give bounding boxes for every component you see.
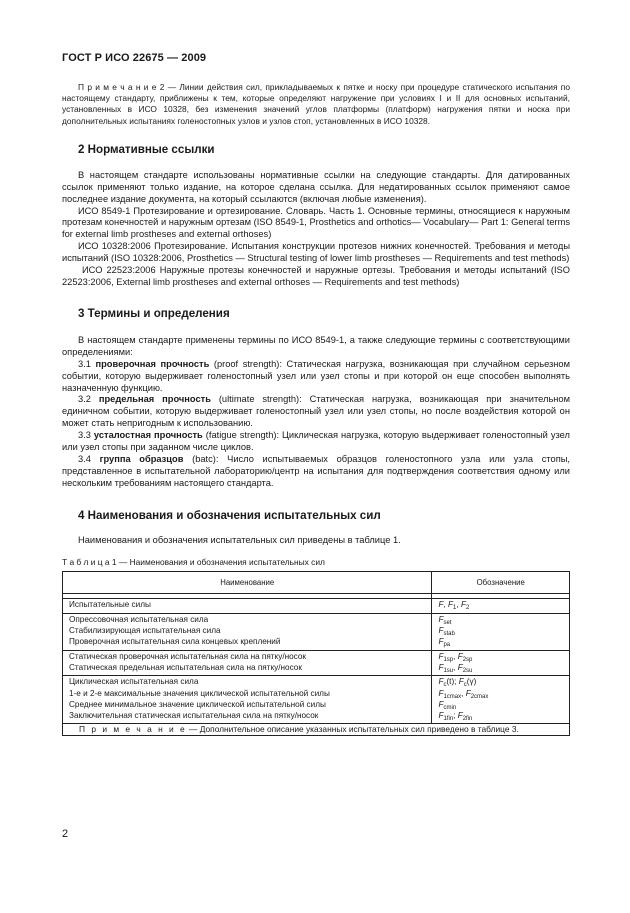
term-name: группа образцов bbox=[99, 453, 184, 464]
note-2-label: П р и м е ч а н и е 2 bbox=[78, 82, 165, 92]
term-number: 3.2 bbox=[78, 394, 99, 405]
table-row-group bbox=[63, 676, 570, 724]
symbol-letter: F bbox=[438, 677, 444, 687]
symbol-subscript: 2sp bbox=[462, 656, 473, 663]
term-3-1 bbox=[62, 359, 570, 395]
symbol-letter: F bbox=[465, 688, 471, 698]
symbol-suffix: , bbox=[461, 688, 466, 698]
symbol-letter: F bbox=[458, 677, 464, 687]
symbol-subscript: set bbox=[443, 619, 452, 626]
page-number: 2 bbox=[62, 828, 69, 840]
force-symbol bbox=[438, 626, 563, 637]
force-name: Проверочная испытательная сила концевых креплений bbox=[69, 637, 281, 647]
symbol-suffix: ; bbox=[453, 711, 458, 721]
section-2-reference: ИСО 10328:2006 Протезирование. Испытания конструкции протезов нижних конечностей. Требования и методы испытаний (ISO 10328:2006, Prosthetics — Structural testing of lower limb prostheses — Requirements and test methods) bbox=[62, 241, 570, 264]
term-definition: (proof strength): Статическая нагрузка, возникающая при случайном серьезном событии, которую выдерживает голеностопный узел или узел стопы и при которой он еще способен выполнять назначенную функцию. bbox=[62, 358, 570, 393]
symbol-subscript: 1cmax bbox=[443, 693, 462, 700]
force-symbol bbox=[438, 615, 563, 626]
symbol-suffix: , bbox=[456, 600, 461, 610]
symbol-letter: F bbox=[438, 600, 444, 610]
symbol-suffix: , bbox=[453, 651, 458, 661]
force-name: 1-е и 2-е максимальные значения циклической испытательной силы bbox=[69, 688, 330, 698]
symbol-suffix: , bbox=[453, 662, 458, 672]
section-2-para: В настоящем стандарте использованы нормативные ссылки на следующие стандарты. Для датированных ссылок применяют только издание, на которое сделана ссылка. Для недатированных ссылок применяют самое последнее издание документа, на который ссылаются (включая любые изменения). bbox=[62, 169, 570, 204]
symbol-subscript: 1 bbox=[453, 605, 457, 612]
symbol-subscript: c bbox=[463, 682, 467, 689]
force-symbol bbox=[438, 652, 563, 663]
symbol-letter: F bbox=[438, 651, 444, 661]
symbol-subscript: 2 bbox=[465, 605, 470, 612]
term-name: предельная прочность bbox=[98, 394, 211, 405]
symbol-letter: F bbox=[457, 662, 463, 672]
symbol-subscript: c bbox=[443, 682, 447, 689]
symbol-subscript: 1fin bbox=[443, 716, 454, 723]
force-name: Стабилизирующая испытательная сила bbox=[69, 626, 221, 636]
note-2-text: — Линии действия сил, прикладываемых к пятке и носку при процедуре статического испытания по настоящему стандарту, приближены к тем, которые определяют нагружение при условиях I и II для основных испытаний, установленных в ИСО 10328, без изменения значений углов платформы (платформ) нагружения пятки и носка при дополнительных испытаниях голеностопных узлов и узлов стоп, установленных в ИСО 10328. bbox=[62, 82, 570, 126]
table-note-label: П р и м е ч а н и е bbox=[79, 724, 187, 735]
force-name: Среднее минимальное значение циклической испытательной силы bbox=[69, 699, 326, 709]
symbol-suffix: (t); bbox=[446, 677, 459, 687]
force-name-cell bbox=[63, 613, 432, 650]
force-symbol bbox=[438, 689, 563, 700]
symbol-suffix: (γ) bbox=[466, 677, 477, 687]
force-symbol-cell bbox=[432, 676, 570, 724]
term-3-4 bbox=[62, 454, 570, 490]
force-name: Опрессовочная испытательная сила bbox=[69, 614, 209, 624]
term-number: 3.3 bbox=[78, 430, 94, 441]
force-name-cell bbox=[63, 676, 432, 724]
symbol-subscript: 2cmax bbox=[470, 693, 489, 700]
symbol-subscript: 1su bbox=[443, 667, 454, 674]
table-row-group bbox=[63, 650, 570, 676]
force-name: Циклическая испытательная сила bbox=[69, 677, 199, 687]
force-name: Статическая предельная испытательная сила на пятку/носок bbox=[69, 662, 302, 672]
symbol-subscript: 2fin bbox=[462, 716, 473, 723]
force-name-cell bbox=[63, 599, 432, 613]
term-number: 3.4 bbox=[78, 453, 100, 464]
term-number: 3.1 bbox=[78, 358, 96, 369]
symbol-subscript: 2su bbox=[462, 667, 473, 674]
force-name-cell bbox=[63, 650, 432, 676]
symbol-subscript: pa bbox=[443, 642, 451, 649]
section-2-title: 2 Нормативные ссылки bbox=[78, 142, 215, 156]
force-symbol-cell bbox=[432, 599, 570, 613]
symbol-letter: F bbox=[438, 662, 444, 672]
table-note bbox=[63, 724, 570, 735]
table-note-text: — Дополнительное описание указанных испытательных сил приведено в таблице 3. bbox=[186, 724, 519, 735]
symbol-subscript: stab bbox=[443, 631, 455, 638]
section-2-reference: ИСО 8549-1 Протезирование и ортезирование. Словарь. Часть 1. Основные термины, относящиеся к наружным протезам конечностей и наружным ортезам (ISO 8549-1, Prosthetics and orthotics— Vocabulary— Part 1: General terms for external limb prostheses and external orthoses) bbox=[62, 205, 570, 240]
force-symbol-cell bbox=[432, 613, 570, 650]
symbol-letter: F bbox=[448, 600, 454, 610]
table-row-group bbox=[63, 613, 570, 650]
section-3-title: 3 Термины и определения bbox=[78, 306, 230, 320]
test-forces-table bbox=[62, 571, 570, 735]
table-row-group bbox=[63, 599, 570, 613]
symbol-letter: F bbox=[438, 711, 444, 721]
symbol-letter: F bbox=[438, 626, 444, 636]
term-definition: (ultimate strength): Статическая нагрузка, возникающая при значительном единичном событии, которую выдерживает голеностопный узел или узел стопы, но после воздействия которой он может стать непригодным к использованию. bbox=[62, 394, 570, 429]
table-caption-text: 1 — Наименования и обозначения испытательных сил bbox=[109, 556, 325, 567]
force-symbol bbox=[438, 711, 563, 722]
force-name: Заключительная статическая испытательная сила на пятку/носок bbox=[69, 711, 319, 721]
symbol-letter: F bbox=[438, 614, 444, 624]
term-3-2 bbox=[62, 394, 570, 430]
standard-header: ГОСТ Р ИСО 22675 — 2009 bbox=[62, 52, 207, 64]
symbol-letter: F bbox=[438, 688, 444, 698]
term-name: усталостная прочность bbox=[93, 430, 203, 441]
term-name: проверочная прочность bbox=[95, 358, 210, 369]
symbol-letter: F bbox=[457, 651, 463, 661]
table-caption-label: Т а б л и ц а bbox=[62, 556, 110, 567]
force-symbol bbox=[438, 663, 563, 674]
force-symbol bbox=[438, 677, 563, 688]
term-3-3 bbox=[62, 430, 570, 454]
force-name: Статическая проверочная испытательная сила на пятку/носок bbox=[69, 651, 306, 661]
symbol-suffix: , bbox=[443, 600, 449, 610]
section-2-reference: ИСО 22523:2006 Наружные протезы конечностей и наружные ортезы. Требования и методы испытаний (ISO 22523:2006, External limb prostheses and external orthoses — Requirements and test methods) bbox=[62, 265, 570, 287]
symbol-letter: F bbox=[460, 600, 466, 610]
table-1-caption bbox=[62, 557, 570, 569]
section-4-title: 4 Наименования и обозначения испытательных сил bbox=[78, 508, 381, 522]
column-header-symbol: Обозначение bbox=[432, 572, 570, 594]
note-2 bbox=[62, 82, 570, 127]
symbol-letter: F bbox=[438, 699, 444, 709]
symbol-letter: F bbox=[438, 637, 444, 647]
force-name: Испытательные силы bbox=[69, 600, 151, 610]
force-symbol bbox=[438, 637, 563, 648]
column-header-name: Наименование bbox=[63, 572, 432, 594]
term-definition: (fatigue strength): Циклическая нагрузка, которую выдерживает голеностопный узел или узел стопы при заданном числе циклов. bbox=[62, 430, 570, 453]
symbol-letter: F bbox=[457, 711, 463, 721]
term-definition: (batc): Число испытываемых образцов голеностопного узла или узла стопы, представленное в испытательной лабораторию/центр на испытания для подтверждения соответствия одному или нескольким требованиям настоящего стандарта. bbox=[62, 453, 570, 488]
symbol-subscript: cmin bbox=[443, 704, 457, 711]
page-content bbox=[62, 82, 570, 736]
symbol-subscript: 1sp bbox=[443, 656, 454, 663]
force-symbol-cell bbox=[432, 650, 570, 676]
force-symbol bbox=[438, 700, 563, 711]
section-4-intro: Наименования и обозначения испытательных сил приведены в таблице 1. bbox=[78, 534, 401, 545]
force-symbol bbox=[438, 600, 563, 611]
section-3-intro: В настоящем стандарте применены термины по ИСО 8549-1, а также следующие термины с соответствующими определениями: bbox=[62, 334, 570, 357]
